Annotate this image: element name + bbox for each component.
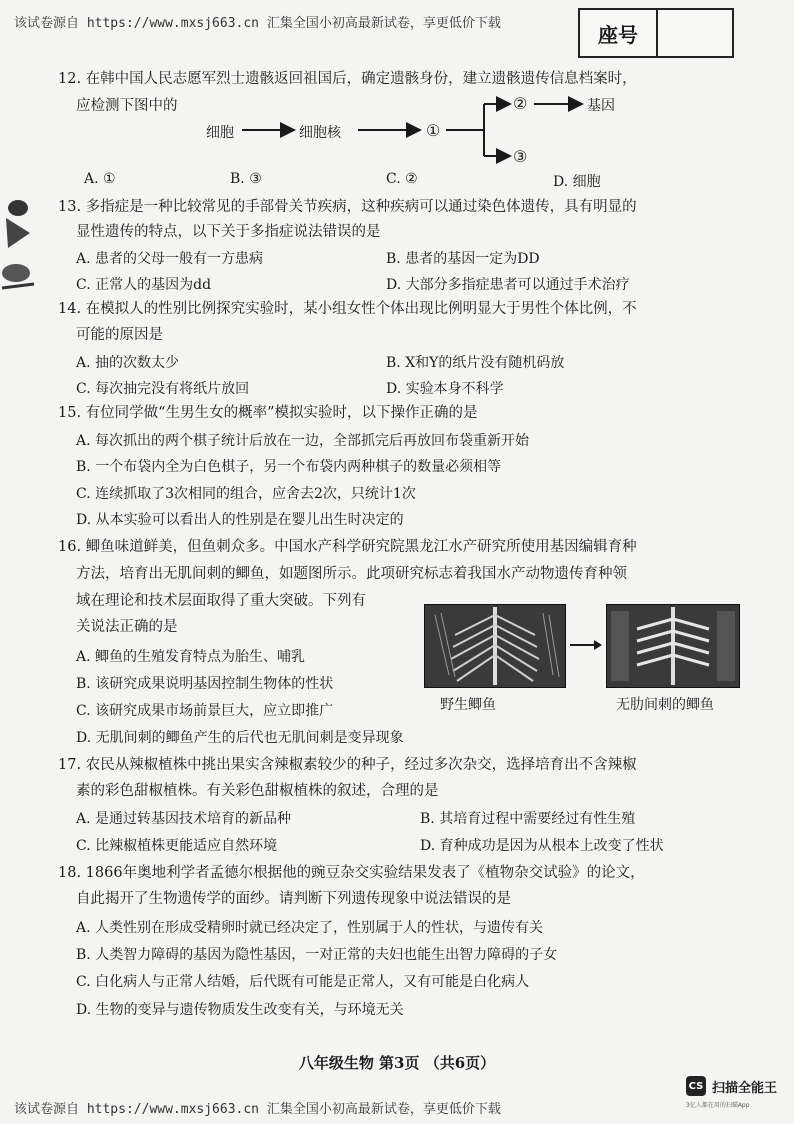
q15-option-a: A. 每次抓出的两个棋子统计后放在一边，全部抓完后再放回布袋重新开始 [76,433,530,449]
q15-option-b: B. 一个布袋内全为白色棋子，另一个布袋内两种棋子的数量必须相等 [76,459,502,475]
diagram-node-1: ① [426,121,441,140]
camscanner-name: 扫描全能王 [712,1080,778,1096]
q18-stem-line1: 18. 1866年奥地利学者孟德尔根据他的豌豆杂交实验结果发表了《植物杂交试验》的论文， [58,865,645,881]
q16-stem-line2: 方法，培育出无肌间刺的鲫鱼，如题图所示。此项研究标志着我国水产动物遗传育种领 [76,566,627,582]
q12-option-d: D. 细胞 [553,174,601,190]
q16-option-a: A. 鲫鱼的生殖发育特点为胎生、哺乳 [76,649,306,665]
q18-option-b: B. 人类智力障碍的基因为隐性基因，一对正常的夫妇也能生出智力障碍的子女 [76,947,558,963]
q17-option-d: D. 育种成功是因为从根本上改变了性状 [420,838,664,854]
diagram-nucleus: 细胞核 [299,125,341,141]
caption-modified-fish: 无肋间刺的鲫鱼 [616,697,714,713]
q14-stem-line2: 可能的原因是 [76,327,163,343]
q16-option-d: D. 无肌间刺的鲫鱼产生的后代也无肌间刺是变异现象 [76,730,404,746]
q12-option-b: B. ③ [230,171,262,187]
q14-option-a: A. 抽的次数太少 [76,355,180,371]
q14-stem-line1: 14. 在模拟人的性别比例探究实验时，某小组女性个体出现比例明显大于男性个体比例，不 [58,301,637,317]
q15-option-d: D. 从本实验可以看出人的性别是在婴儿出生时决定的 [76,512,404,528]
wild-crucian-carp-image [424,604,566,688]
q14-option-c: C. 每次抽完没有将纸片放回 [76,381,250,397]
q13-stem-line1: 13. 多指症是一种比较常见的手部骨关节疾病，这种疾病可以通过染色体遗传，具有明显的 [58,199,637,215]
q13-option-c: C. 正常人的基因为dd [76,277,212,293]
q18-option-a: A. 人类性别在形成受精卵时就已经决定了，性别属于人的性状，与遗传有关 [76,920,544,936]
diagram-gene: 基因 [587,98,615,114]
camscanner-tagline: 3亿人都在用的扫描App [686,1102,750,1109]
q14-option-d: D. 实验本身不科学 [386,381,504,397]
diagram-cell: 细胞 [206,125,234,141]
camscanner-badge [686,1076,778,1109]
q13-stem-line2: 显性遗传的特点，以下关于多指症说法错误的是 [76,224,381,240]
q12-stem-line2: 应检测下图中的 [76,98,178,114]
diagram-arrows [230,96,600,172]
q13-option-b: B. 患者的基因一定为DD [386,251,540,267]
seat-label: 座号 [580,10,658,56]
insect-decoration-icon [0,188,36,298]
q12-stem-line1: 12. 在韩中国人民志愿军烈士遗骸返回祖国后，确定遗骸身份，建立遗骸遗传信息档案时， [58,71,637,87]
q16-stem-line1: 16. 鲫鱼味道鲜美，但鱼刺众多。中国水产科学研究院黑龙江水产研究所使用基因编辑育种 [58,539,637,555]
q16-option-c: C. 该研究成果市场前景巨大，应立即推广 [76,703,334,719]
watermark-top: 该试卷源自 https://www.mxsj663.cn 汇集全国小初高最新试卷，享更低价下载 [14,16,501,31]
watermark-bottom: 该试卷源自 https://www.mxsj663.cn 汇集全国小初高最新试卷，享更低价下载 [14,1102,501,1117]
diagram-node-2: ② [513,94,528,113]
fish-compare-arrow-icon [568,638,604,652]
q17-option-b: B. 其培育过程中需要经过有性生殖 [420,811,636,827]
q16-stem-line3: 域在理论和技术层面取得了重大突破。下列有 [76,593,366,609]
q16-option-b: B. 该研究成果说明基因控制生物体的性状 [76,676,334,692]
q15-stem: 15. 有位同学做“生男生女的概率”模拟实验时，以下操作正确的是 [58,405,478,421]
q12-option-c: C. ② [386,171,418,187]
q13-option-d: D. 大部分多指症患者可以通过手术治疗 [386,277,630,293]
page-footer: 八年级生物 第3页 （共6页） [298,1054,496,1072]
q16-stem-line4: 关说法正确的是 [76,619,178,635]
q18-option-c: C. 白化病人与正常人结婚，后代既有可能是正常人，又有可能是白化病人 [76,974,530,990]
side-decoration [0,188,36,298]
q14-option-b: B. X和Y的纸片没有随机码放 [386,355,565,371]
seat-input-area[interactable] [658,10,732,56]
q18-stem-line2: 自此揭开了生物遗传学的面纱。请判断下列遗传现象中说法错误的是 [76,891,511,907]
q17-stem-line2: 素的彩色甜椒植株。有关彩色甜椒植株的叙述，合理的是 [76,783,439,799]
q17-option-a: A. 是通过转基因技术培育的新品种 [76,811,292,827]
camscanner-logo-icon: CS [686,1076,706,1096]
q13-option-a: A. 患者的父母一般有一方患病 [76,251,264,267]
q17-stem-line1: 17. 农民从辣椒植株中挑出果实含辣椒素较少的种子，经过多次杂交，选择培育出不含辣椒 [58,757,637,773]
fish-skeleton-modified-icon [607,605,739,687]
q12-option-a: A. ① [84,171,116,187]
seat-number-box [578,8,734,58]
q15-option-c: C. 连续抓取了3次相同的组合，应舍去2次，只统计1次 [76,486,416,502]
q18-option-d: D. 生物的变异与遗传物质发生改变有关，与环境无关 [76,1002,404,1018]
boneless-crucian-carp-image [606,604,740,688]
q17-option-c: C. 比辣椒植株更能适应自然环境 [76,838,278,854]
fish-skeleton-wild-icon [425,605,565,687]
diagram-node-3: ③ [513,147,528,166]
caption-wild-fish: 野生鲫鱼 [440,697,496,713]
